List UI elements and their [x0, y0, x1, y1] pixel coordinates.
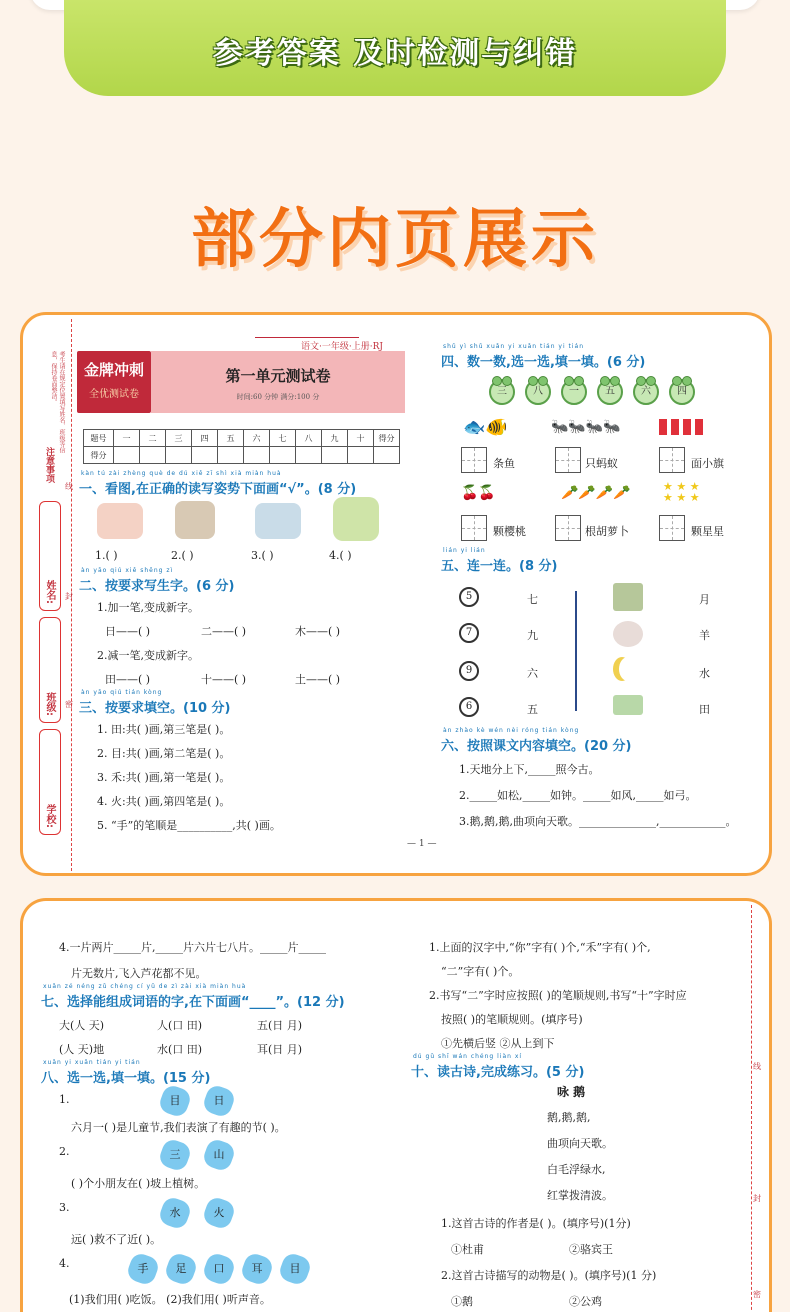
carrot-icon: 🥕🥕🥕🥕	[561, 485, 631, 501]
binding-line-2	[751, 905, 752, 1312]
q8-num-3: 3.	[59, 1201, 70, 1214]
box-3[interactable]	[659, 447, 685, 473]
p2-l2: 片无数片,飞入芦花都不见。	[71, 967, 207, 980]
flower-zu[interactable]: 足	[163, 1251, 199, 1287]
q4-title: 四、数一数,选一选,填一填。(6 分)	[441, 355, 646, 370]
q7-r1-c[interactable]: 五(日 月)	[257, 1019, 303, 1032]
clock-6: 6	[459, 697, 479, 717]
q5-title: 五、连一连。(8 分)	[441, 559, 558, 574]
poem-q2-opt2: ②公鸡	[569, 1295, 602, 1308]
q4-item-6: 颗星星	[691, 525, 724, 538]
p2-r2[interactable]: “二”字有( )个。	[441, 965, 520, 978]
q8-s1[interactable]: 六月一( )是儿童节,我们表演了有趣的节( )。	[71, 1121, 286, 1134]
p2-r4[interactable]: 按照( )的笔顺规则。(填序号)	[441, 1013, 583, 1026]
q2-title: 二、按要求写生字。(6 分)	[79, 579, 235, 594]
q5-right-2[interactable]: 羊	[699, 629, 710, 642]
flag-icon	[659, 419, 707, 435]
class-box[interactable]: 班级:	[39, 617, 61, 723]
q3-line-3[interactable]: 3. 禾:共( )画,第一笔是( )。	[97, 771, 231, 784]
exam-meta: 时间:60 分钟 满分:100 分	[236, 393, 320, 401]
side-mark-r1: 线	[753, 1062, 761, 1071]
q5-right-1[interactable]: 月	[699, 593, 710, 606]
field-image	[613, 695, 643, 715]
page-preview-2	[20, 898, 772, 1312]
q8-num-1: 1.	[59, 1093, 70, 1106]
flower-san[interactable]: 三	[157, 1137, 193, 1173]
q1-blank-4[interactable]: 4.( )	[329, 549, 352, 562]
poem-line-2: 曲项向天歌。	[547, 1137, 613, 1150]
q3-line-2[interactable]: 2. 目:共( )画,第二笔是( )。	[97, 747, 231, 760]
box-5[interactable]	[555, 515, 581, 541]
q7-r1-a[interactable]: 大(人 天)	[59, 1019, 105, 1032]
flower-ri[interactable]: 日	[201, 1083, 237, 1119]
q5-right-3[interactable]: 水	[699, 667, 710, 680]
q10-title: 十、读古诗,完成练习。(5 分)	[411, 1065, 585, 1080]
q2-pinyin: àn yāo qiú xiě shēng zì	[81, 567, 174, 574]
posture-image-3	[255, 503, 301, 539]
grass-image	[613, 583, 643, 611]
school-box[interactable]: 学校:	[39, 729, 61, 835]
q1-title: 一、看图,在正确的读写姿势下面画“√”。(8 分)	[79, 482, 357, 497]
q7-r1-b[interactable]: 人(口 田)	[157, 1019, 203, 1032]
top-banner	[64, 0, 726, 96]
flower-mu2[interactable]: 目	[277, 1251, 313, 1287]
q2-row1-b[interactable]: 二——( )	[201, 625, 247, 638]
subject-label: 语文·一年级·上册·RJ	[301, 342, 383, 352]
exam-title: 第一单元测试卷	[225, 367, 331, 385]
score-header-row: 题号 一 二 三 四 五 六 七 八 九 十 得分	[84, 430, 400, 447]
poem-q2-opt1: ①鹅	[451, 1295, 473, 1308]
clock-5: 5	[459, 587, 479, 607]
q3-pinyin: àn yāo qiú tián kòng	[81, 689, 163, 696]
frog-2: 八	[525, 379, 551, 405]
moon-image	[619, 657, 637, 681]
q7-title: 七、选择能组成词语的字,在下面画“____”。(12 分)	[41, 995, 345, 1010]
q3-line-5[interactable]: 5. “手”的笔顺是__________,共( )画。	[97, 819, 281, 832]
posture-image-4	[333, 497, 379, 541]
side-mark-r3: 密	[753, 1290, 761, 1299]
q4-pinyin: shǔ yì shǔ xuǎn yi xuǎn tián yi tián	[443, 343, 585, 350]
q1-blank-3[interactable]: 3.( )	[251, 549, 274, 562]
score-value-row: 得分	[84, 447, 400, 464]
q1-blank-1[interactable]: 1.( )	[95, 549, 118, 562]
q8-s2[interactable]: ( )个小朋友在( )坡上植树。	[71, 1177, 206, 1190]
q2-row2-c[interactable]: 土——( )	[295, 673, 341, 686]
q6-pinyin: àn zhào kè wén nèi róng tián kòng	[443, 727, 580, 734]
posture-image-1	[97, 503, 143, 539]
clock-9: 9	[459, 661, 479, 681]
side-mark-1: 线	[65, 482, 73, 491]
q2-row2-a[interactable]: 田——( )	[105, 673, 151, 686]
q3-line-4[interactable]: 4. 火:共( )画,第四笔是( )。	[97, 795, 231, 808]
q4-item-3: 面小旗	[691, 457, 724, 470]
frog-4: 五	[597, 379, 623, 405]
q2-row1-a[interactable]: 日——( )	[105, 625, 151, 638]
poem-line-3: 白毛浮绿水,	[547, 1163, 606, 1176]
poem-q1-opt2: ②骆宾王	[569, 1243, 613, 1256]
q2-row2-b[interactable]: 十——( )	[201, 673, 247, 686]
name-box[interactable]: 姓名:	[39, 501, 61, 611]
page-preview-1	[20, 312, 772, 876]
poem-q2[interactable]: 2.这首古诗描写的动物是( )。(填序号)(1 分)	[441, 1269, 657, 1282]
flower-shou[interactable]: 手	[125, 1251, 161, 1287]
frog-3: 一	[561, 379, 587, 405]
banner-title: 参考答案 及时检测与纠错	[212, 36, 578, 71]
flower-er[interactable]: 耳	[239, 1251, 275, 1287]
side-mark-r2: 封	[753, 1194, 761, 1203]
q4-item-2: 只蚂蚁	[585, 457, 618, 470]
q8-title: 八、选一选,填一填。(15 分)	[41, 1071, 211, 1086]
box-1[interactable]	[461, 447, 487, 473]
q5-left-4[interactable]: 五	[527, 703, 538, 716]
section-title: 部分内页展示	[191, 203, 599, 277]
q5-left-3[interactable]: 六	[527, 667, 538, 680]
ant-icon: 🐜🐜🐜🐜	[551, 419, 621, 435]
q6-line-2[interactable]: 2._____如松,_____如钟。_____如风,_____如弓。	[459, 789, 697, 802]
box-6[interactable]	[659, 515, 685, 541]
q7-pinyin: xuǎn zé néng zǔ chéng cí yǔ de zì zài xià miàn huà	[43, 983, 247, 990]
poem-q1[interactable]: 1.这首古诗的作者是( )。(填序号)(1分)	[441, 1217, 631, 1230]
p2-r5: ①先横后竖 ②从上到下	[441, 1037, 555, 1050]
q3-line-1[interactable]: 1. 田:共( )画,第三笔是( )。	[97, 723, 231, 736]
q4-item-1: 条鱼	[493, 457, 515, 470]
box-4[interactable]	[461, 515, 487, 541]
frog-6: 四	[669, 379, 695, 405]
q4-item-5: 根胡萝卜	[585, 525, 629, 538]
q5-pinyin: lián yi lián	[443, 547, 486, 554]
q6-line-3[interactable]: 3.鹅,鹅,鹅,曲项向天歌。______________,____________。	[459, 815, 737, 828]
poem-q1-opt1: ①杜甫	[451, 1243, 484, 1256]
side-mark-3: 密	[65, 700, 73, 709]
q5-left-1[interactable]: 七	[527, 593, 538, 606]
q2-sub1: 1.加一笔,变成新字。	[97, 601, 199, 614]
divider-line	[575, 591, 577, 711]
frog-5: 六	[633, 379, 659, 405]
flower-kou[interactable]: 口	[201, 1251, 237, 1287]
q7-r2-a[interactable]: (人 天)地	[59, 1043, 105, 1056]
flower-mu[interactable]: 目	[157, 1083, 193, 1119]
p2-l1[interactable]: 4.一片两片_____片,_____片六片七八片。_____片_____	[59, 941, 326, 954]
clock-7: 7	[459, 623, 479, 643]
q6-line-1[interactable]: 1.天地分上下,_____照今古。	[459, 763, 600, 776]
q8-num-4: 4.	[59, 1257, 70, 1270]
poem-line-4: 红掌拨清波。	[547, 1189, 613, 1202]
q8-s4[interactable]: (1)我们用( )吃饭。 (2)我们用( )听声音。	[69, 1293, 271, 1306]
q5-left-2[interactable]: 九	[527, 629, 538, 642]
box-2[interactable]	[555, 447, 581, 473]
side-mark-2: 封	[65, 592, 73, 601]
p2-r3[interactable]: 2.书写“二”字时应按照( )的笔顺规则,书写“十”字时应	[429, 989, 687, 1002]
frog-1: 三	[489, 379, 515, 405]
star-icon: ★ ★ ★ ★ ★ ★	[663, 480, 700, 504]
side-notes: 注意事项	[44, 447, 54, 483]
q5-right-4[interactable]: 田	[699, 703, 710, 716]
poem-line-1: 鹅,鹅,鹅,	[547, 1111, 591, 1124]
flower-shui[interactable]: 水	[157, 1195, 193, 1231]
fish-icon: 🐟🐠	[463, 417, 508, 438]
q2-sub2: 2.减一笔,变成新字。	[97, 649, 199, 662]
q4-item-4: 颗樱桃	[493, 525, 526, 538]
q8-s3[interactable]: 远( )救不了近( )。	[71, 1233, 162, 1246]
q2-row1-c[interactable]: 木——( )	[295, 625, 341, 638]
score-table	[83, 429, 400, 464]
q1-pinyin: kàn tú zài zhèng què de dú xiě zī shì xià miàn huà	[81, 470, 282, 477]
q1-blank-2[interactable]: 2.( )	[171, 549, 194, 562]
flower-huo[interactable]: 火	[201, 1195, 237, 1231]
flower-shan[interactable]: 山	[201, 1137, 237, 1173]
page-number: — 1 —	[407, 839, 437, 849]
side-text: 考生请在规定位置填写姓名、班级等信息，保持卷面整洁。	[50, 351, 65, 453]
q6-title: 六、按照课文内容填空。(20 分)	[441, 739, 632, 754]
q3-title: 三、按要求填空。(10 分)	[79, 701, 231, 716]
posture-image-2	[175, 501, 215, 539]
q7-r2-b[interactable]: 水(口 田)	[157, 1043, 203, 1056]
cherry-icon: 🍒🍒	[461, 485, 496, 501]
q8-pinyin: xuǎn yi xuǎn tián yi tián	[43, 1059, 141, 1066]
q10-pinyin: dú gǔ shī wán chéng liàn xí	[413, 1053, 523, 1060]
q8-num-2: 2.	[59, 1145, 70, 1158]
q7-r2-c[interactable]: 耳(日 月)	[257, 1043, 303, 1056]
p2-r1[interactable]: 1.上面的汉字中,“你”字有( )个,“禾”字有( )个,	[429, 941, 651, 954]
poem-title: 咏 鹅	[557, 1085, 586, 1099]
brand-badge: 金牌冲刺 全优测试卷	[77, 351, 151, 413]
subject-line	[255, 337, 359, 338]
sheep-image	[613, 621, 643, 647]
title-bar	[151, 351, 405, 413]
